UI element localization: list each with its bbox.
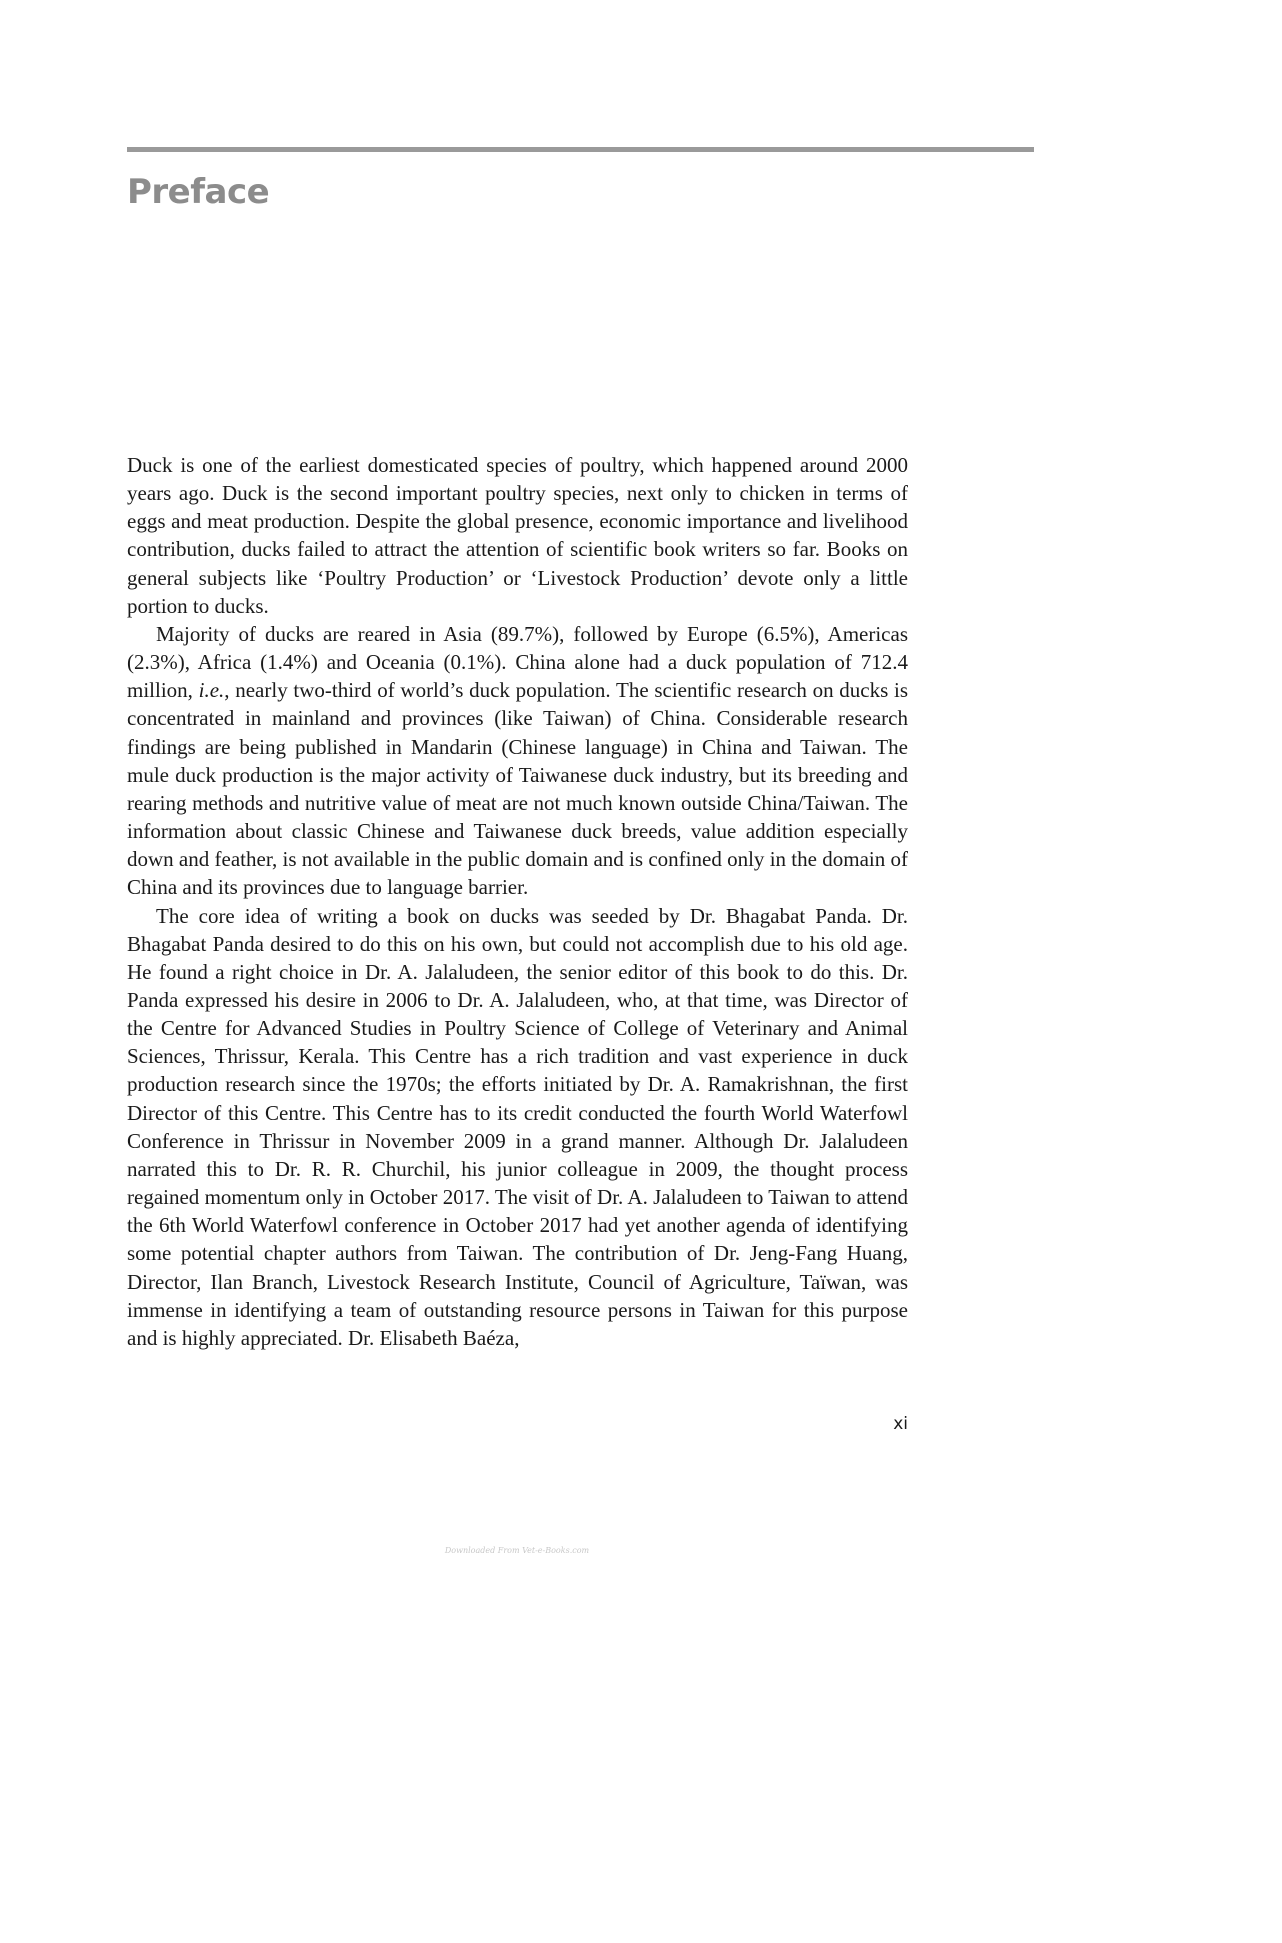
paragraph-2-text-start: Majority of ducks are reared in Asia (89.7%), followed by Europe (6.5%), Americas (2.3%), Africa (1.4%) and Oceania (0.1%). China alone had a duck population of 712.4 million, <box>127 621 908 703</box>
paragraph-1: Duck is one of the earliest domesticated species of poultry, which happened around 2000 years ago. Duck is the second important poultry species, next only to chicken in terms of eggs and meat production. Despite the global presence, economic importance and livelihood contribution, ducks failed to attract the attention of scientific book writers so far. Books on general subjects like ‘Poultry Production’ or ‘Livestock Production’ devote only a little portion to ducks. <box>127 453 908 618</box>
chapter-title: Preface <box>127 172 270 212</box>
preface-body <box>127 451 908 1352</box>
paragraph-2-text-end: , nearly two-third of world’s duck population. The scientific research on ducks is concentrated in mainland and provinces (like Taiwan) of China. Considerable research findings are being published in Mandarin (Chinese language) in China and Taiwan. The mule duck production is the major activity of Taiwanese duck industry, but its breeding and rearing methods and nutritive value of meat are not much known outside China/Taiwan. The information about classic Chinese and Taiwanese duck breeds, value addition especially down and feather, is not available in the public domain and is confined only in the domain of China and its provinces due to language barrier. <box>127 678 908 900</box>
page-number: xi <box>893 1414 908 1434</box>
paragraph-2 <box>127 620 908 902</box>
paragraph-3: The core idea of writing a book on ducks was seeded by Dr. Bhagabat Panda. Dr. Bhagabat Panda desired to do this on his own, but could not accomplish due to his old age. He found a right choice in Dr. A. Jalaludeen, the senior editor of this book to do this. Dr. Panda expressed his desire in 2006 to Dr. A. Jalaludeen, who, at that time, was Director of the Centre for Advanced Studies in Poultry Science of College of Veterinary and Animal Sciences, Thrissur, Kerala. This Centre has a rich tradition and vast experience in duck production research since the 1970s; the efforts initiated by Dr. A. Ramakrishnan, the first Director of this Centre. This Centre has to its credit conducted the fourth World Waterfowl Conference in Thrissur in November 2009 in a grand manner. Although Dr. Jalaludeen narrated this to Dr. R. R. Churchil, his junior colleague in 2009, the thought process regained momentum only in October 2017. The visit of Dr. A. Jalaludeen to Taiwan to attend the 6th World Waterfowl conference in October 2017 had yet another agenda of identifying some potential chapter authors from Taiwan. The contribution of Dr. Jeng-Fang Huang, Director, Ilan Branch, Livestock Research Institute, Council of Agriculture, Taïwan, was immense in identifying a team of outstanding resource persons in Taiwan for this purpose and is highly appreciated. Dr. Elisabeth Baéza, <box>127 903 908 1350</box>
download-watermark: Downloaded From Vet-e-Books.com <box>444 1546 590 1555</box>
paragraph-2-italic-ie: i.e. <box>198 678 225 703</box>
chapter-top-rule <box>127 147 1034 152</box>
